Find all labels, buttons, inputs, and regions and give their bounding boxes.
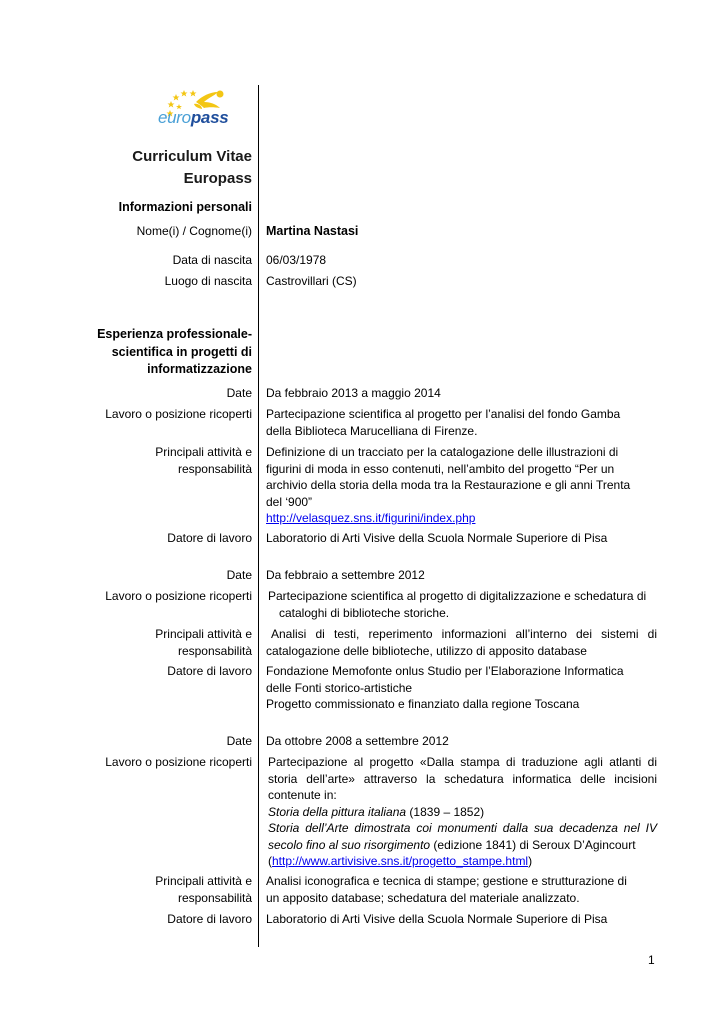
name-value: Martina Nastasi (266, 224, 359, 238)
experience-heading-line1: Esperienza professionale- (97, 327, 252, 341)
cv-title-line1: Curriculum Vitae (132, 148, 252, 165)
job2-employer (266, 663, 657, 713)
job3-book2-title-line1: Storia dell’Arte dimostrata coi monumenti dalla sua decadenza nel IV (268, 821, 657, 835)
job2-activities (266, 626, 657, 659)
job1-link[interactable]: http://velasquez.sns.it/figurini/index.php (266, 511, 476, 525)
job1-position-label: Lavoro o posizione ricoperti (105, 407, 252, 421)
job2-position-label: Lavoro o posizione ricoperti (105, 589, 252, 603)
job2-employer-line1: Fondazione Memofonte onlus Studio per l’Elaborazione Informatica (266, 664, 624, 678)
job2-employer-line3: Progetto commissionato e finanziato dalla regione Toscana (266, 697, 580, 711)
job1-activities-line3: archivio della storia della moda tra la Restaurazione e gli anni Trenta (266, 478, 631, 492)
job3-activities-label-line2: responsabilità (177, 890, 252, 905)
job2-activities-label-line2: responsabilità (177, 643, 252, 658)
job3-position-line3: contenute in: (268, 788, 337, 802)
europass-wordmark (158, 108, 228, 128)
column-divider (258, 85, 259, 947)
personal-info-heading: Informazioni personali (118, 200, 252, 214)
cv-title (60, 146, 252, 190)
job1-activities-label-line2: responsabilità (177, 461, 252, 476)
experience-heading-line2: scientifica in progetti di (111, 344, 252, 359)
job3-book1-title: Storia della pittura italiana (268, 804, 407, 819)
job3-link-open: ( (268, 854, 272, 868)
page-number: 1 (648, 953, 655, 967)
job1-position-line1: Partecipazione scientifica al progetto per l’analisi del fondo Gamba (266, 407, 621, 421)
job3-book2-rest: (edizione 1841) di Seroux D’Agincourt (430, 837, 636, 852)
job3-position-label: Lavoro o posizione ricoperti (105, 755, 252, 769)
job2-employer-label: Datore di lavoro (167, 664, 252, 678)
job2-employer-line2: delle Fonti storico-artistiche (266, 680, 413, 695)
logo-part-pass: pass (190, 108, 229, 127)
experience-heading-line3: informatizzazione (147, 362, 252, 376)
job3-link[interactable]: http://www.artivisive.sns.it/progetto_stampe.html (272, 854, 529, 868)
job1-activities-line2: figurini di moda in esso contenuti, nell’ambito del progetto “Per un (266, 461, 615, 476)
job1-activities-line1: Definizione di un tracciato per la catalogazione delle illustrazioni di (266, 445, 619, 459)
job3-activities-line1: Analisi iconografica e tecnica di stampe; gestione e strutturazione di (266, 874, 627, 888)
job2-date: Da febbraio a settembre 2012 (266, 568, 425, 582)
job1-activities-line4: del ‘900” (266, 494, 313, 509)
job1-position (266, 406, 657, 439)
experience-heading (60, 326, 252, 379)
birthplace-label: Luogo di nascita (164, 274, 252, 288)
job3-activities-label-line1: Principali attività e (155, 874, 252, 888)
job1-date: Da febbraio 2013 a maggio 2014 (266, 386, 441, 400)
job2-activities-label-line1: Principali attività e (155, 627, 252, 641)
job3-link-close: ) (528, 854, 533, 868)
job1-employer-label: Datore di lavoro (167, 531, 252, 545)
job2-activities-line1: Analisi di testi, reperimento informazioni all’interno dei sistemi di (271, 627, 657, 641)
job3-position (268, 754, 657, 870)
europass-logo (158, 86, 248, 136)
job3-activities-line2: un apposito database; schedatura del materiale analizzato. (266, 890, 580, 905)
logo-part-euro: euro (158, 108, 191, 127)
job1-employer: Laboratorio di Arti Visive della Scuola Normale Superiore di Pisa (266, 531, 608, 545)
job3-position-line2: storia dell’arte» attraverso la schedatura informatica delle incisioni (268, 771, 657, 786)
job3-book1-rest: (1839 – 1852) (406, 804, 485, 819)
birthdate-label: Data di nascita (172, 253, 252, 267)
job3-position-line1: Partecipazione al progetto «Dalla stampa di traduzione agli atlanti di (268, 755, 657, 769)
birthdate-value: 06/03/1978 (266, 253, 327, 267)
birthplace-value: Castrovillari (CS) (266, 274, 357, 288)
job3-book1 (268, 804, 657, 821)
job3-employer: Laboratorio di Arti Visive della Scuola Normale Superiore di Pisa (266, 912, 608, 926)
job2-activities-label (60, 626, 252, 659)
job1-date-label: Date (226, 386, 252, 400)
job3-activities-label (60, 873, 252, 906)
job3-employer-label: Datore di lavoro (167, 912, 252, 926)
job1-activities-label-line1: Principali attività e (155, 445, 252, 459)
job3-book2-line2 (268, 837, 657, 854)
job3-date: Da ottobre 2008 a settembre 2012 (266, 734, 449, 748)
job2-position-line2: cataloghi di biblioteche storiche. (279, 605, 450, 620)
job2-position (268, 588, 657, 621)
job3-date-label: Date (226, 734, 252, 748)
cv-title-line2: Europass (183, 170, 252, 187)
job1-activities-label (60, 444, 252, 477)
job3-link-line (268, 853, 657, 870)
job2-date-label: Date (226, 568, 252, 582)
job2-position-line1: Partecipazione scientifica al progetto di digitalizzazione e schedatura di (268, 589, 647, 603)
job2-activities-line2: catalogazione delle biblioteche, utilizzo di apposito database (266, 643, 587, 658)
job3-activities (266, 873, 657, 906)
job1-activities (266, 444, 657, 527)
name-label: Nome(i) / Cognome(i) (136, 224, 252, 238)
job1-position-line2: della Biblioteca Marucelliana di Firenze. (266, 423, 478, 438)
job3-book2-title-line2: secolo fino al suo risorgimento (268, 837, 431, 852)
